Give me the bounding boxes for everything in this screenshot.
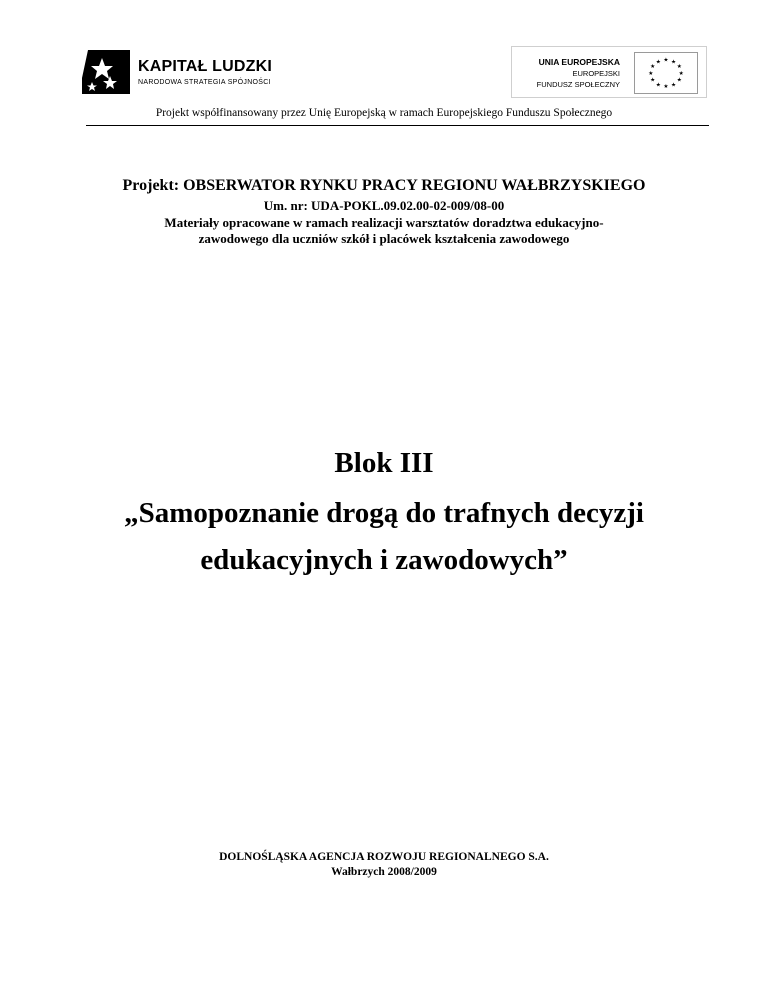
eu-logo [511, 46, 707, 98]
svg-text:★: ★ [650, 64, 656, 71]
eu-logo-text [537, 57, 620, 90]
main-title-line2: edukacyjnych i zawodowych” [200, 544, 568, 576]
svg-text:★: ★ [663, 57, 669, 64]
header-divider [86, 125, 709, 126]
main-title-line1: „Samopoznanie drogą do trafnych decyzji [124, 497, 644, 529]
svg-text:★: ★ [648, 70, 654, 77]
eu-logo-line3: FUNDUSZ SPOŁECZNY [536, 80, 620, 89]
svg-text:★: ★ [650, 77, 656, 84]
svg-text:★: ★ [663, 84, 669, 91]
project-number: Um. nr: UDA-POKL.09.02.00-02-009/08-00 [263, 198, 505, 213]
eu-flag-icon [634, 52, 698, 94]
kapital-ludzki-logo-icon [80, 48, 132, 96]
eu-logo-line1: UNIA EUROPEJSKA [538, 57, 620, 67]
logo-title: KAPITAŁ LUDZKI [138, 58, 273, 75]
project-description-line1: Materiały opracowane w ramach realizacji warsztatów doradztwa edukacyjno- [164, 215, 604, 230]
svg-text:★: ★ [671, 82, 677, 89]
svg-text:★: ★ [676, 64, 682, 71]
svg-text:★: ★ [671, 59, 677, 66]
organization-name: DOLNOŚLĄSKA AGENCJA ROZWOJU REGIONALNEGO S.A. [219, 851, 549, 863]
project-title: Projekt: OBSERWATOR RYNKU PRACY REGIONU WAŁBRZYSKIEGO [122, 177, 646, 194]
svg-text:★: ★ [655, 82, 661, 89]
block-heading: Blok III [334, 447, 434, 479]
svg-text:★: ★ [678, 70, 684, 77]
kapital-ludzki-logo [80, 48, 280, 96]
logo-subtitle: NARODOWA STRATEGIA SPÓJNOŚCI [138, 79, 271, 86]
cofinancing-note: Projekt współfinansowany przez Unię Europejską w ramach Europejskiego Funduszu Społecznego [155, 107, 613, 119]
place-year: Wałbrzych 2008/2009 [331, 866, 437, 878]
svg-text:★: ★ [655, 59, 661, 66]
svg-text:★: ★ [676, 77, 682, 84]
eu-logo-line2: EUROPEJSKI [572, 69, 620, 78]
project-description-line2: zawodowego dla uczniów szkół i placówek kształcenia zawodowego [198, 231, 570, 246]
